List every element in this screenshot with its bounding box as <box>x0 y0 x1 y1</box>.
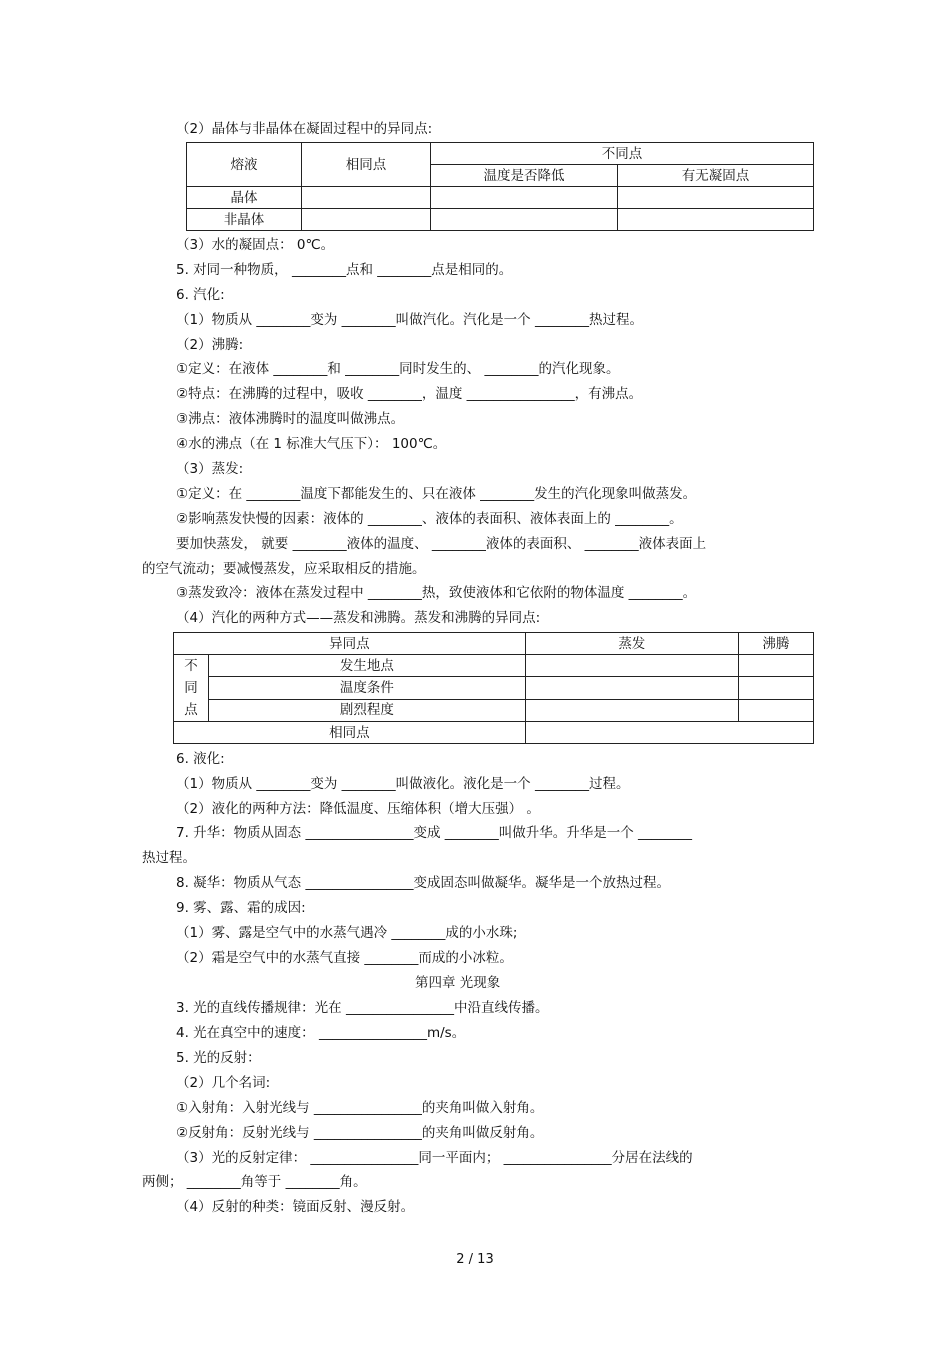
text-line: 5. 光的反射： <box>176 1050 261 1066</box>
table-cell <box>738 699 813 721</box>
header-diff-same: 异同点 <box>174 633 526 655</box>
table-cell <box>618 187 814 209</box>
header-temp-drop: 温度是否降低 <box>431 165 618 187</box>
row-label-noncrystal: 非晶体 <box>187 209 302 231</box>
text-line: 8. 凝华：物质从气态 ________________变成固态叫做凝华。凝华是一个放热过程。 <box>176 875 670 891</box>
text-line: （3）蒸发: <box>176 461 244 477</box>
text-line: ①定义：在 ________温度下都能发生的、只在液体 ________发生的汽化现象叫做蒸发。 <box>176 486 697 502</box>
header-different: 不同点 <box>431 143 814 165</box>
chapter-heading: 第四章 光现象 <box>415 975 501 991</box>
table-cell <box>525 655 738 677</box>
text-line: 6. 汽化: <box>176 287 225 303</box>
vertical-char: 点 <box>184 702 198 718</box>
row-label-crystal: 晶体 <box>187 187 302 209</box>
text-line: （4）汽化的两种方式——蒸发和沸腾。蒸发和沸腾的异同点: <box>176 610 541 626</box>
text-line: ②特点：在沸腾的过程中，吸收 ________，温度 ________________，有沸点。 <box>176 386 643 402</box>
table-cell <box>525 699 738 721</box>
text-line: ②反射角：反射光线与 ________________的夹角叫做反射角。 <box>176 1125 544 1141</box>
text-line: （3）水的凝固点： 0℃。 <box>176 237 335 253</box>
text-line: 7. 升华：物质从固态 ________________变成 ________叫做升华。升华是一个 ________ <box>176 825 693 841</box>
vertical-char: 同 <box>184 680 198 696</box>
table-cell <box>525 722 813 744</box>
table-cell <box>618 209 814 231</box>
text-line: 6. 液化: <box>176 751 225 767</box>
text-line: （2）霜是空气中的水蒸气直接 ________而成的小冰粒。 <box>176 950 513 966</box>
row-label-intensity: 剧烈程度 <box>209 699 526 721</box>
text-line: （1）雾、露是空气中的水蒸气遇冷 ________成的小水珠; <box>176 925 518 941</box>
text-line: （1）物质从 ________变为 ________叫做液化。液化是一个 ________过程。 <box>176 776 630 792</box>
page-number: 2 / 13 <box>456 1252 494 1267</box>
text-line: （4）反射的种类：镜面反射、漫反射。 <box>176 1199 415 1215</box>
header-evaporation: 蒸发 <box>525 633 738 655</box>
text-line: ④水的沸点（在 1 标准大气压下）： 100℃。 <box>176 436 447 452</box>
table-cell <box>302 187 431 209</box>
text-line: 5. 对同一种物质， ________点和 ________点是相同的。 <box>176 262 513 278</box>
header-same: 相同点 <box>302 143 431 187</box>
text-line: 4. 光在真空中的速度： ________________m/s。 <box>176 1025 466 1041</box>
text-line: 热过程。 <box>142 850 196 866</box>
text-line: （2）沸腾: <box>176 337 244 353</box>
text-line: ③蒸发致冷：液体在蒸发过程中 ________热，致使液体和它依附的物体温度 ________。 <box>176 585 697 601</box>
vertical-label-different <box>174 655 209 722</box>
text-line: 的空气流动；要减慢蒸发，应采取相反的措施。 <box>142 561 426 577</box>
row-label-same: 相同点 <box>174 722 526 744</box>
table-cell <box>738 677 813 699</box>
text-line: （2）液化的两种方法：降低温度、压缩体积（增大压强） 。 <box>176 801 540 817</box>
crystal-solidification-table <box>186 142 814 231</box>
text-line: 两侧； ________角等于 ________角。 <box>142 1174 367 1190</box>
row-label-location: 发生地点 <box>209 655 526 677</box>
header-melt: 熔液 <box>187 143 302 187</box>
vertical-char: 不 <box>184 658 198 674</box>
text-line: ③沸点：液体沸腾时的温度叫做沸点。 <box>176 411 405 427</box>
text-line: ①入射角：入射光线与 ________________的夹角叫做入射角。 <box>176 1100 544 1116</box>
row-label-temperature: 温度条件 <box>209 677 526 699</box>
text-line: 要加快蒸发， 就要 ________液体的温度、 ________液体的表面积、 ________液体表面上 <box>176 536 707 552</box>
table-cell <box>525 677 738 699</box>
table-cell <box>431 209 618 231</box>
text-line: 3. 光的直线传播规律：光在 ________________中沿直线传播。 <box>176 1000 549 1016</box>
text-line: ①定义：在液体 ________和 ________同时发生的、 ________的汽化现象。 <box>176 361 620 377</box>
text-line: （1）物质从 ________变为 ________叫做汽化。汽化是一个 ________热过程。 <box>176 312 643 328</box>
header-freezing-point: 有无凝固点 <box>618 165 814 187</box>
text-line: ②影响蒸发快慢的因素：液体的 ________、液体的表面积、液体表面上的 ________。 <box>176 511 683 527</box>
evaporation-boiling-table <box>173 632 814 744</box>
table-cell <box>302 209 431 231</box>
text-line: （2）几个名词: <box>176 1075 271 1091</box>
text-line: （3）光的反射定律： ________________同一平面内； ________________分居在法线的 <box>176 1150 693 1166</box>
header-boiling: 沸腾 <box>738 633 813 655</box>
table-cell <box>431 187 618 209</box>
text-line: 9. 雾、露、霜的成因: <box>176 900 306 916</box>
text-line: （2）晶体与非晶体在凝固过程中的异同点: <box>176 121 433 137</box>
table-cell <box>738 655 813 677</box>
